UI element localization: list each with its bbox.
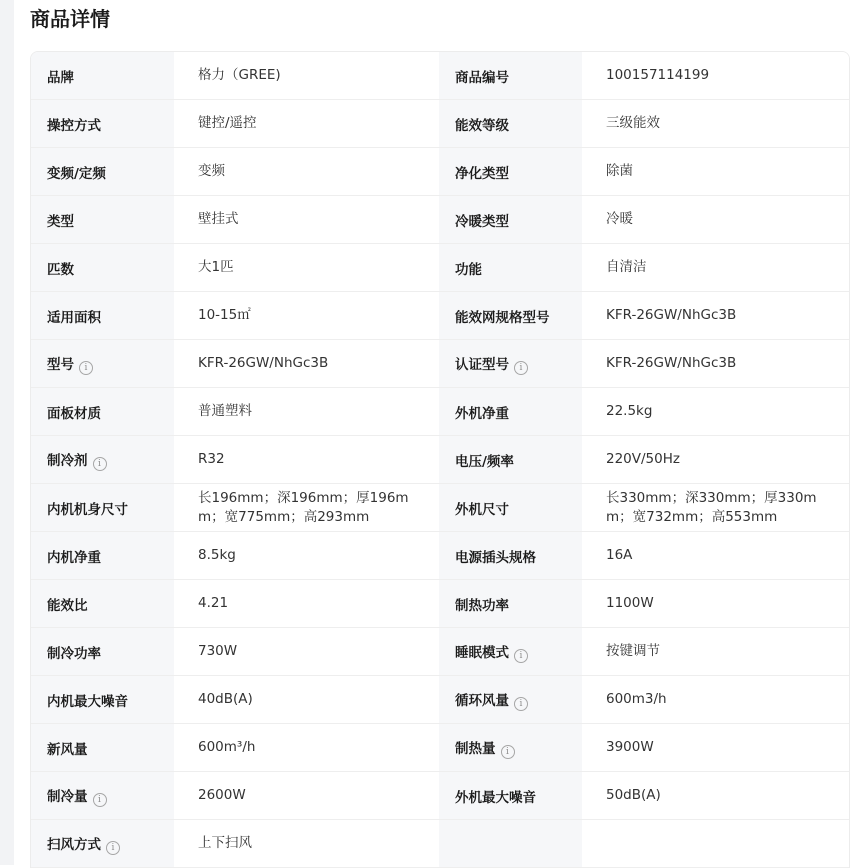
spec-label-cell [439,820,582,868]
spec-label: 内机净重 [47,549,101,566]
info-icon[interactable]: i [93,457,107,471]
spec-value-cell [174,196,439,244]
table-row [31,196,849,244]
spec-value: R32 [198,451,225,467]
info-icon[interactable]: i [514,697,528,711]
spec-label-cell [439,340,582,388]
spec-label: 能效等级 [455,117,509,134]
table-row [31,676,849,724]
spec-value: 冷暖 [606,211,633,227]
spec-label: 品牌 [47,69,74,86]
spec-label: 扫风方式 [47,836,101,853]
spec-value: 100157114199 [606,67,710,83]
spec-label: 净化类型 [455,165,509,182]
spec-label: 商品编号 [455,69,509,86]
spec-value-cell [582,148,849,196]
spec-value-cell [174,388,439,436]
spec-value: 600m3/h [606,691,667,707]
spec-label: 睡眠模式 [455,644,509,661]
spec-label: 匹数 [47,261,74,278]
info-icon[interactable]: i [514,649,528,663]
spec-label: 电压/频率 [455,453,514,470]
table-row [31,292,849,340]
spec-value: 壁挂式 [198,211,239,227]
spec-label-cell [439,52,582,100]
spec-value: 长330mm；深330mm；厚330mm；宽732mm；高553mm [606,489,817,525]
spec-label-cell [31,676,174,724]
spec-value: 除菌 [606,163,633,179]
spec-value: 50dB(A) [606,787,661,803]
spec-value-cell [582,340,849,388]
spec-label-cell [439,388,582,436]
left-edge-strip [0,0,14,865]
table-row [31,628,849,676]
spec-label-cell [439,292,582,340]
spec-value-cell [174,772,439,820]
spec-label: 类型 [47,213,74,230]
spec-value-cell [174,292,439,340]
spec-label-cell [31,340,174,388]
spec-value-cell [582,772,849,820]
spec-label: 外机尺寸 [455,501,509,518]
spec-label-cell [439,436,582,484]
spec-label-cell [439,676,582,724]
spec-value: 8.5kg [198,547,236,563]
spec-value-cell [174,340,439,388]
spec-label-cell [439,148,582,196]
spec-value: 键控/遥控 [198,115,257,131]
spec-value-cell [174,244,439,292]
info-icon[interactable]: i [106,841,120,855]
spec-value-cell [174,52,439,100]
spec-label-cell [31,580,174,628]
info-icon[interactable]: i [79,361,93,375]
spec-label: 能效网规格型号 [455,309,550,326]
spec-label: 功能 [455,261,482,278]
info-icon[interactable]: i [514,361,528,375]
table-row [31,484,849,532]
spec-label: 型号 [47,356,74,373]
spec-value: KFR-26GW/NhGc3B [606,355,737,371]
spec-value: 730W [198,643,238,659]
spec-label-cell [31,100,174,148]
spec-label: 能效比 [47,597,88,614]
spec-label-cell [31,628,174,676]
spec-label-cell [439,724,582,772]
spec-value-cell [582,436,849,484]
table-row [31,772,849,820]
spec-label: 制冷量 [47,788,88,805]
spec-value: 40dB(A) [198,691,253,707]
spec-value: 22.5kg [606,403,653,419]
page-title: 商品详情 [30,7,110,31]
spec-value: KFR-26GW/NhGc3B [606,307,737,323]
spec-label-cell [439,100,582,148]
spec-value: 变频 [198,163,225,179]
spec-label-cell [439,580,582,628]
table-row [31,52,849,100]
spec-value: 按键调节 [606,643,660,659]
spec-label-cell [439,772,582,820]
spec-value: 2600W [198,787,246,803]
spec-label-cell [31,292,174,340]
spec-label: 认证型号 [455,356,509,373]
spec-value-cell [174,532,439,580]
info-icon[interactable]: i [93,793,107,807]
spec-label: 外机净重 [455,405,509,422]
spec-label-cell [31,196,174,244]
spec-value-cell [174,100,439,148]
spec-label: 制热功率 [455,597,509,614]
spec-value-cell [174,148,439,196]
table-row [31,820,849,868]
spec-value: 600m³/h [198,739,256,755]
table-row [31,532,849,580]
spec-label: 制冷剂 [47,452,88,469]
spec-label: 冷暖类型 [455,213,509,230]
info-icon[interactable]: i [501,745,515,759]
table-row [31,388,849,436]
spec-value-cell [582,580,849,628]
spec-table-container [30,51,850,868]
spec-label: 制冷功率 [47,645,101,662]
spec-label: 面板材质 [47,405,101,422]
spec-label: 操控方式 [47,117,101,134]
spec-value: 自清洁 [606,259,647,275]
spec-value-cell [174,628,439,676]
spec-value-cell [582,292,849,340]
table-row [31,580,849,628]
spec-value: 三级能效 [606,115,660,131]
spec-label-cell [31,388,174,436]
spec-label: 循环风量 [455,692,509,709]
table-row [31,148,849,196]
spec-value-cell [582,724,849,772]
spec-label-cell [31,532,174,580]
table-row [31,436,849,484]
spec-value-cell [174,724,439,772]
spec-value: 普通塑料 [198,403,252,419]
spec-value-cell [174,820,439,868]
table-row [31,340,849,388]
spec-label: 制热量 [455,740,496,757]
spec-value: 格力（GREE) [198,67,281,83]
spec-value: 16A [606,547,633,563]
spec-value: 上下扫风 [198,835,252,851]
spec-value: 4.21 [198,595,229,611]
spec-value-cell [582,244,849,292]
spec-label: 电源插头规格 [455,549,536,566]
table-row [31,724,849,772]
spec-table [31,52,849,868]
spec-label: 适用面积 [47,309,101,326]
table-row [31,244,849,292]
spec-value-cell [582,532,849,580]
spec-value-cell [582,100,849,148]
spec-label-cell [31,484,174,532]
spec-label-cell [31,820,174,868]
spec-value-cell [582,628,849,676]
spec-label-cell [439,196,582,244]
spec-value: 3900W [606,739,654,755]
spec-label: 变频/定频 [47,165,106,182]
spec-value-cell [582,196,849,244]
spec-value-cell [582,820,849,868]
spec-value: 长196mm；深196mm；厚196mm；宽775mm；高293mm [198,489,409,525]
spec-label: 内机最大噪音 [47,693,128,710]
spec-value-cell [582,484,849,532]
spec-label-cell [439,484,582,532]
spec-value-cell [174,580,439,628]
spec-label-cell [31,148,174,196]
spec-label-cell [439,244,582,292]
spec-label: 内机机身尺寸 [47,501,128,518]
spec-label: 新风量 [47,741,88,758]
spec-label-cell [31,52,174,100]
spec-value: 10-15㎡ [198,307,251,323]
spec-value-cell [582,388,849,436]
spec-label-cell [31,772,174,820]
spec-value-cell [582,676,849,724]
spec-value-cell [582,52,849,100]
spec-label: 外机最大噪音 [455,789,536,806]
spec-label-cell [439,628,582,676]
spec-value: 大1匹 [198,259,234,275]
spec-value-cell [174,436,439,484]
spec-label-cell [439,532,582,580]
spec-label-cell [31,244,174,292]
spec-value: KFR-26GW/NhGc3B [198,355,329,371]
spec-value-cell [174,484,439,532]
spec-label-cell [31,724,174,772]
table-row [31,100,849,148]
spec-value: 1100W [606,595,654,611]
spec-value-cell [174,676,439,724]
spec-value: 220V/50Hz [606,451,680,467]
spec-label-cell [31,436,174,484]
spec-table-body [31,52,849,868]
